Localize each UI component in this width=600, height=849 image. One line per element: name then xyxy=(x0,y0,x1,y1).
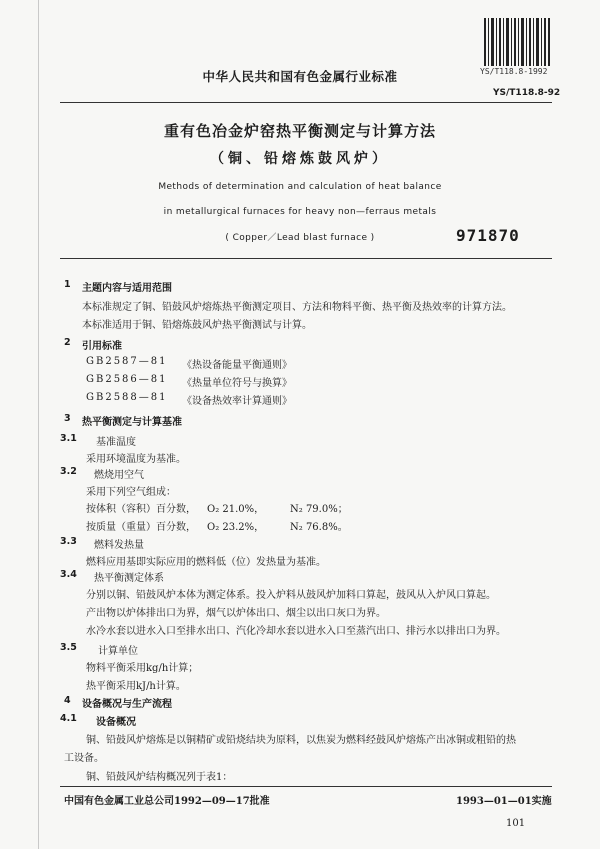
barcode xyxy=(484,18,550,66)
section-3-2-text: 采用下列空气组成： xyxy=(86,487,176,498)
reference-title-3: 《设备热效率计算通则》 xyxy=(182,396,292,407)
reference-code-3: GB2588—81 xyxy=(86,392,168,403)
section-1-number: 1 xyxy=(64,279,71,290)
effective-date: 1993—01—01实施 xyxy=(456,796,552,807)
title-english-line-2: in metallurgical furnaces for heavy non—ferraus metals xyxy=(163,207,437,217)
section-3-4-para-1: 分别以铜、铅鼓风炉本体为测定体系。投入炉料从鼓风炉加料口算起，鼓风从入炉风口算起。 xyxy=(86,590,496,601)
section-3-number: 3 xyxy=(64,413,71,424)
section-3-2-number: 3.2 xyxy=(60,466,77,477)
section-3-4-number: 3.4 xyxy=(60,569,77,580)
section-1-para-2: 本标准适用于铜、铅熔炼鼓风炉热平衡测试与计算。 xyxy=(82,320,312,331)
section-3-3-text: 燃料应用基即实际应用的燃料低（位）发热量为基准。 xyxy=(86,557,326,568)
title-english-line-3: ( Copper／Lead blast furnace ) xyxy=(225,233,375,243)
footer-rule xyxy=(60,786,552,787)
document-stamp-number: 971870 xyxy=(456,226,520,245)
reference-title-2: 《热量单位符号与换算》 xyxy=(182,378,292,389)
reference-title-1: 《热设备能量平衡通则》 xyxy=(182,360,292,371)
section-3-1-number: 3.1 xyxy=(60,433,77,444)
title-chinese: 重有色冶金炉窑热平衡测定与计算方法 xyxy=(163,122,436,140)
header-rule xyxy=(60,102,552,103)
air-mass-label: 按质量（重量）百分数， xyxy=(86,522,196,533)
page-number: 101 xyxy=(506,818,526,829)
section-4-1-para-1: 铜、铅鼓风炉熔炼是以铜精矿或铅烧结块为原料，以焦炭为燃料经鼓风炉熔炼产出冰铜或粗铅的热 xyxy=(86,735,516,746)
issuing-organization: 中华人民共和国有色金属行业标准 xyxy=(202,69,398,84)
barcode-text: YS/T118.8-1992 xyxy=(480,67,548,76)
section-3-4-para-3: 水冷水套以进水入口至排水出口、汽化冷却水套以进水入口至蒸汽出口、排污水以排出口为界。 xyxy=(86,626,506,637)
subtitle-chinese: （铜、铅熔炼鼓风炉） xyxy=(210,151,390,167)
section-3-2-heading: 燃烧用空气 xyxy=(94,470,144,481)
section-4-1-heading: 设备概况 xyxy=(96,717,136,728)
section-3-1-text: 采用环境温度为基准。 xyxy=(86,454,186,465)
section-4-1-para-2: 铜、铅鼓风炉结构概况列于表1： xyxy=(86,772,233,783)
title-english-line-1: Methods of determination and calculation of heat balance xyxy=(158,182,442,192)
section-3-4-para-2: 产出物以炉体排出口为界，烟气以炉体出口、烟尘以出口灰口为界。 xyxy=(86,608,386,619)
section-3-5-para-2: 热平衡采用kJ/h计算。 xyxy=(86,681,186,692)
section-4-1-para-1-cont: 工设备。 xyxy=(64,753,104,764)
section-3-heading: 热平衡测定与计算基准 xyxy=(82,417,182,428)
section-2-number: 2 xyxy=(64,337,71,348)
section-3-3-heading: 燃料发热量 xyxy=(94,540,144,551)
approval-line: 中国有色金属工业总公司1992—09—17批准 xyxy=(64,796,270,807)
air-mass-n2: N₂ 76.8%。 xyxy=(290,522,348,533)
air-volume-n2: N₂ 79.0%； xyxy=(290,504,348,515)
standard-number: YS/T118.8-92 xyxy=(493,88,561,98)
section-2-heading: 引用标准 xyxy=(82,341,122,352)
section-3-3-number: 3.3 xyxy=(60,536,77,547)
reference-code-2: GB2586—81 xyxy=(86,374,168,385)
section-3-5-number: 3.5 xyxy=(60,642,77,653)
section-4-number: 4 xyxy=(64,695,71,706)
section-1-heading: 主题内容与适用范围 xyxy=(82,283,172,294)
air-mass-o2: O₂ 23.2%， xyxy=(207,522,265,533)
reference-code-1: GB2587—81 xyxy=(86,356,168,367)
section-3-4-heading: 热平衡测定体系 xyxy=(94,573,164,584)
section-1-para-1: 本标准规定了铜、铅鼓风炉熔炼热平衡测定项目、方法和物料平衡、热平衡及热效率的计算方法。 xyxy=(82,302,512,313)
air-volume-o2: O₂ 21.0%， xyxy=(207,504,265,515)
air-volume-label: 按体积（容积）百分数， xyxy=(86,504,196,515)
section-3-5-heading: 计算单位 xyxy=(98,646,138,657)
section-3-5-para-1: 物料平衡采用kg/h计算； xyxy=(86,663,199,674)
section-4-heading: 设备概况与生产流程 xyxy=(82,699,172,710)
title-rule xyxy=(60,258,552,259)
section-4-1-number: 4.1 xyxy=(60,713,77,724)
section-3-1-heading: 基准温度 xyxy=(96,437,136,448)
